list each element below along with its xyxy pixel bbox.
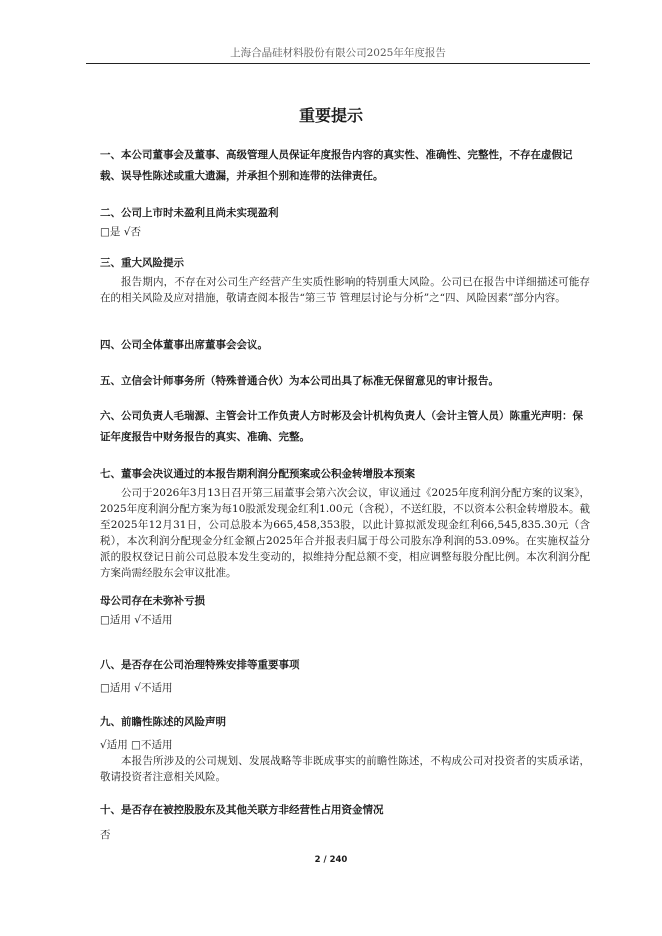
section-7-sub-heading: 母公司存在未弥补亏损 xyxy=(100,595,205,607)
section-3-body: 报告期内，不存在对公司生产经营产生实质性影响的特别重大风险。公司已在报告中详细描述可能存在的相关风险及应对措施，敬请查阅本报告“第三节 管理层讨论与分析”之“四、风险因素”部分内容。 xyxy=(100,276,590,304)
section-3 xyxy=(100,253,590,306)
section-8-options: □适用 √不适用 xyxy=(100,682,173,694)
section-2-options: □是 √否 xyxy=(100,226,141,238)
section-2-heading: 二、公司上市时未盈利且尚未实现盈利 xyxy=(100,207,279,219)
section-6-heading: 六、公司负责人毛瑞源、主管会计工作负责人方时彬及会计机构负责人（会计主管人员）陈重光声明：保证年度报告中财务报告的真实、准确、完整。 xyxy=(100,410,583,443)
section-1-heading: 一、本公司董事会及董事、高级管理人员保证年度报告内容的真实性、准确性、完整性，不存在虚假记载、误导性陈述或重大遗漏，并承担个别和连带的法律责任。 xyxy=(100,149,573,182)
section-8 xyxy=(100,655,590,696)
section-8-heading: 八、是否存在公司治理特殊安排等重要事项 xyxy=(100,659,300,671)
section-7-sub-options: □适用 √不适用 xyxy=(100,614,173,626)
section-5-heading: 五、立信会计师事务所（特殊普通合伙）为本公司出具了标准无保留意见的审计报告。 xyxy=(100,375,499,387)
section-10-answer: 否 xyxy=(100,829,111,841)
section-4 xyxy=(100,335,590,356)
section-3-heading: 三、重大风险提示 xyxy=(100,257,184,269)
section-9 xyxy=(100,712,590,785)
section-7 xyxy=(100,464,590,628)
section-10 xyxy=(100,800,590,843)
section-9-options: √适用 □不适用 xyxy=(100,739,173,751)
section-10-heading: 十、是否存在被控股股东及其他关联方非经营性占用资金情况 xyxy=(100,804,384,816)
section-5 xyxy=(100,371,590,392)
section-2 xyxy=(100,203,590,240)
section-4-heading: 四、公司全体董事出席董事会会议。 xyxy=(100,339,268,351)
page-title: 重要提示 xyxy=(298,106,363,125)
header-divider xyxy=(86,63,590,64)
section-7-body: 公司于2026年3月13日召开第三届董事会第六次会议，审议通过《2025年度利润分配方案的议案》，2025年度利润分配方案为每10股派发现金红利1.00元（含税），不送红股，不以资本公积金转增股本。截至2025年12月31日，公司总股本为665,458,353股，以此计算拟派发现金红利66,545,835.30元（含税），本次利润分配现金分红金额占2025年合并报表归属于母公司股东净利润的53.09%。在实施权益分派的股权登记日前公司总股本发生变动的，拟维持分配总额不变，相应调整每股分配比例。本次利润分配方案尚需经股东会审议批准。 xyxy=(100,487,590,579)
section-6 xyxy=(100,406,590,448)
page-header: 上海合晶硅材料股份有限公司2025年年度报告 xyxy=(230,47,446,59)
section-9-heading: 九、前瞻性陈述的风险声明 xyxy=(100,716,226,728)
section-7-heading: 七、董事会决议通过的本报告期利润分配预案或公积金转增股本预案 xyxy=(100,468,415,480)
section-9-body: 本报告所涉及的公司规划、发展战略等非既成事实的前瞻性陈述，不构成公司对投资者的实质承诺，敬请投资者注意相关风险。 xyxy=(100,755,590,783)
page-number: 2 / 240 xyxy=(314,855,348,865)
section-1 xyxy=(100,145,590,187)
